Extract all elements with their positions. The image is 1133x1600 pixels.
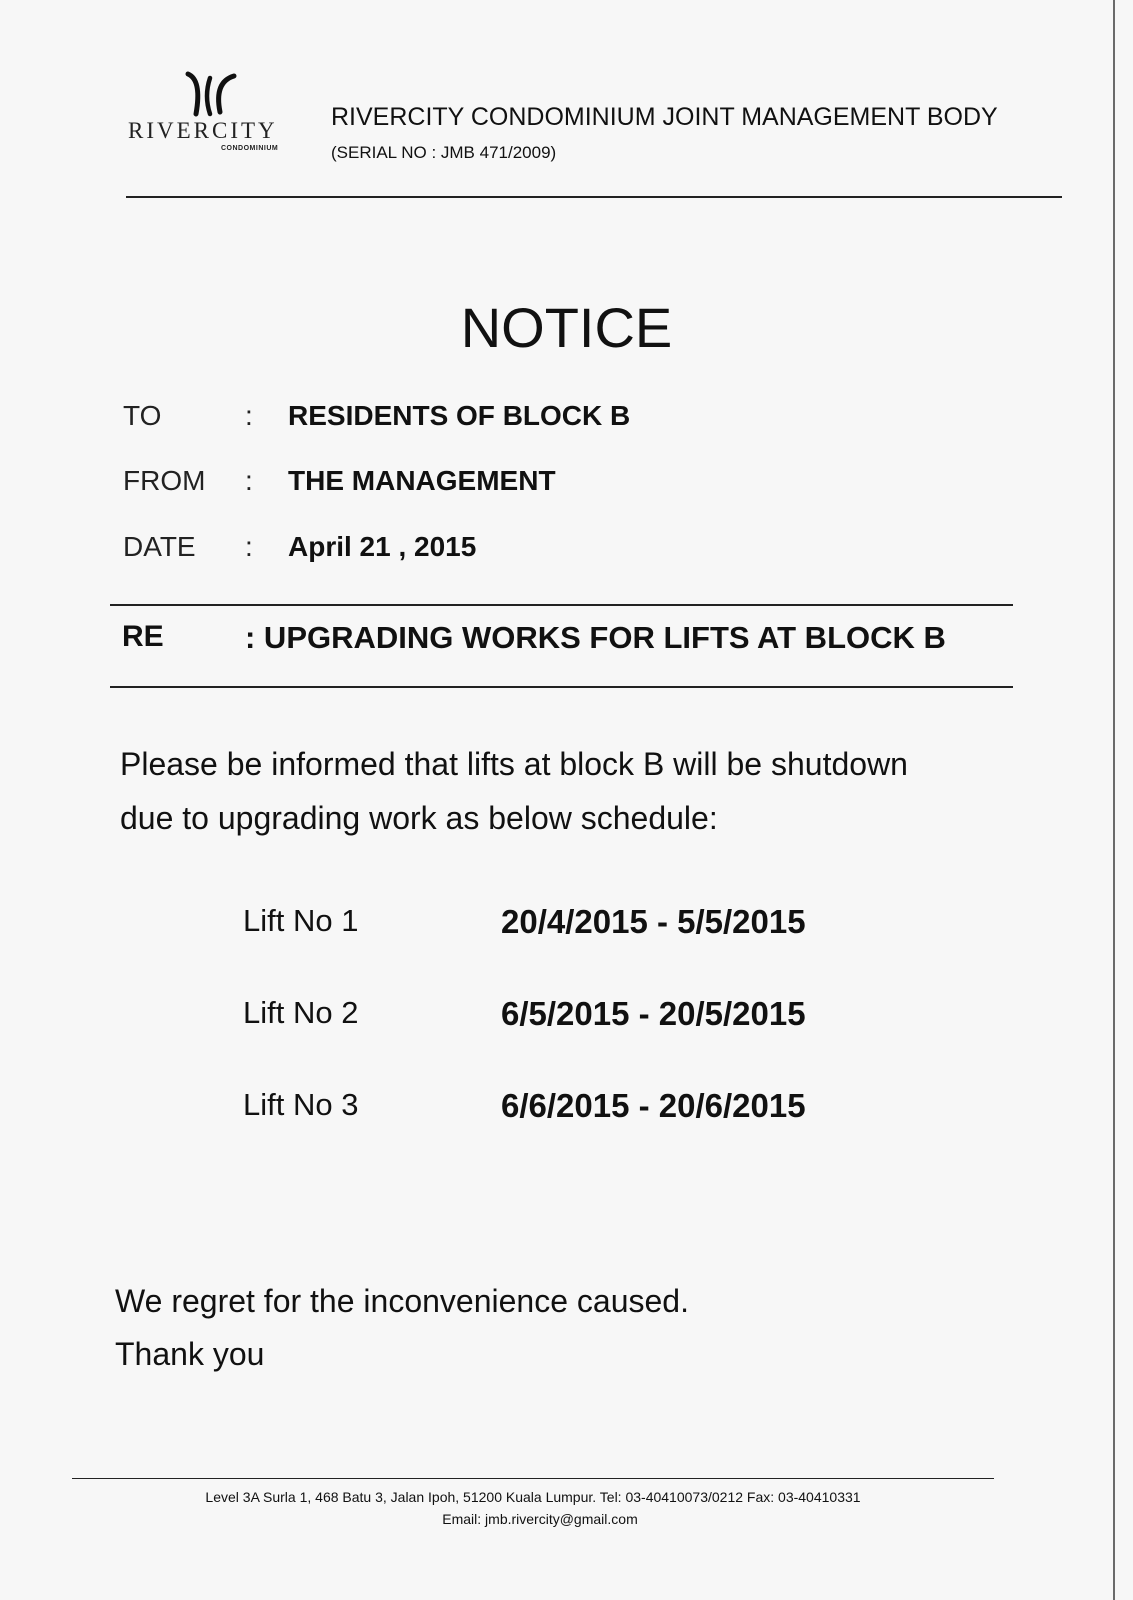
field-from-label: FROM (123, 465, 206, 496)
thanks-text: Thank you (115, 1336, 265, 1372)
footer-address: Level 3A Surla 1, 468 Batu 3, Jalan Ipoh, 51200 Kuala Lumpur. Tel: 03-40410073/0212 Fax: 03-40410331 (205, 1489, 861, 1505)
header-divider (126, 196, 1062, 198)
schedule-row (243, 903, 943, 947)
lift-dates: 20/4/2015 - 5/5/2015 (501, 903, 806, 940)
body-line-1: Please be informed that lifts at block B will be shutdown (120, 746, 908, 782)
lift-name: Lift No 3 (243, 1087, 359, 1122)
field-date-colon: : (245, 531, 253, 562)
field-from-colon: : (245, 465, 253, 496)
field-date-value: April 21 , 2015 (288, 531, 477, 562)
body-line-2: due to upgrading work as below schedule: (120, 800, 718, 836)
field-to (123, 400, 1023, 440)
rivercity-logo (128, 70, 288, 160)
footer-email: Email: jmb.rivercity@gmail.com (442, 1511, 638, 1527)
lift-name: Lift No 2 (243, 995, 359, 1030)
field-from-value: THE MANAGEMENT (288, 465, 556, 496)
logo-subtext: CONDOMINIUM (221, 145, 279, 152)
schedule-row (243, 1087, 943, 1131)
re-subject: : UPGRADING WORKS FOR LIFTS AT BLOCK B (245, 620, 946, 655)
field-date-label: DATE (123, 531, 196, 562)
re-top-divider (110, 604, 1013, 606)
closing-text: We regret for the inconvenience caused. (115, 1283, 689, 1319)
lift-dates: 6/6/2015 - 20/6/2015 (501, 1087, 806, 1124)
field-from (123, 465, 1023, 505)
field-to-label: TO (123, 400, 162, 431)
re-bottom-divider (110, 686, 1013, 688)
body-paragraph (120, 737, 1020, 845)
lift-dates: 6/5/2015 - 20/5/2015 (501, 995, 806, 1032)
organization-name: RIVERCITY CONDOMINIUM JOINT MANAGEMENT BODY (331, 103, 998, 131)
page-edge-shadow (1113, 0, 1115, 1600)
logo-wordmark: RIVERCITY (128, 118, 278, 143)
field-date (123, 531, 1023, 571)
schedule-row (243, 995, 943, 1039)
lift-name: Lift No 1 (243, 903, 359, 938)
re-label: RE (122, 620, 164, 653)
rivercity-logo-icon (168, 70, 248, 118)
footer-divider (72, 1478, 994, 1479)
page-title: NOTICE (460, 296, 673, 359)
field-to-colon: : (245, 400, 253, 431)
field-to-value: RESIDENTS OF BLOCK B (288, 400, 631, 431)
organization-serial: (SERIAL NO : JMB 471/2009) (331, 143, 557, 162)
